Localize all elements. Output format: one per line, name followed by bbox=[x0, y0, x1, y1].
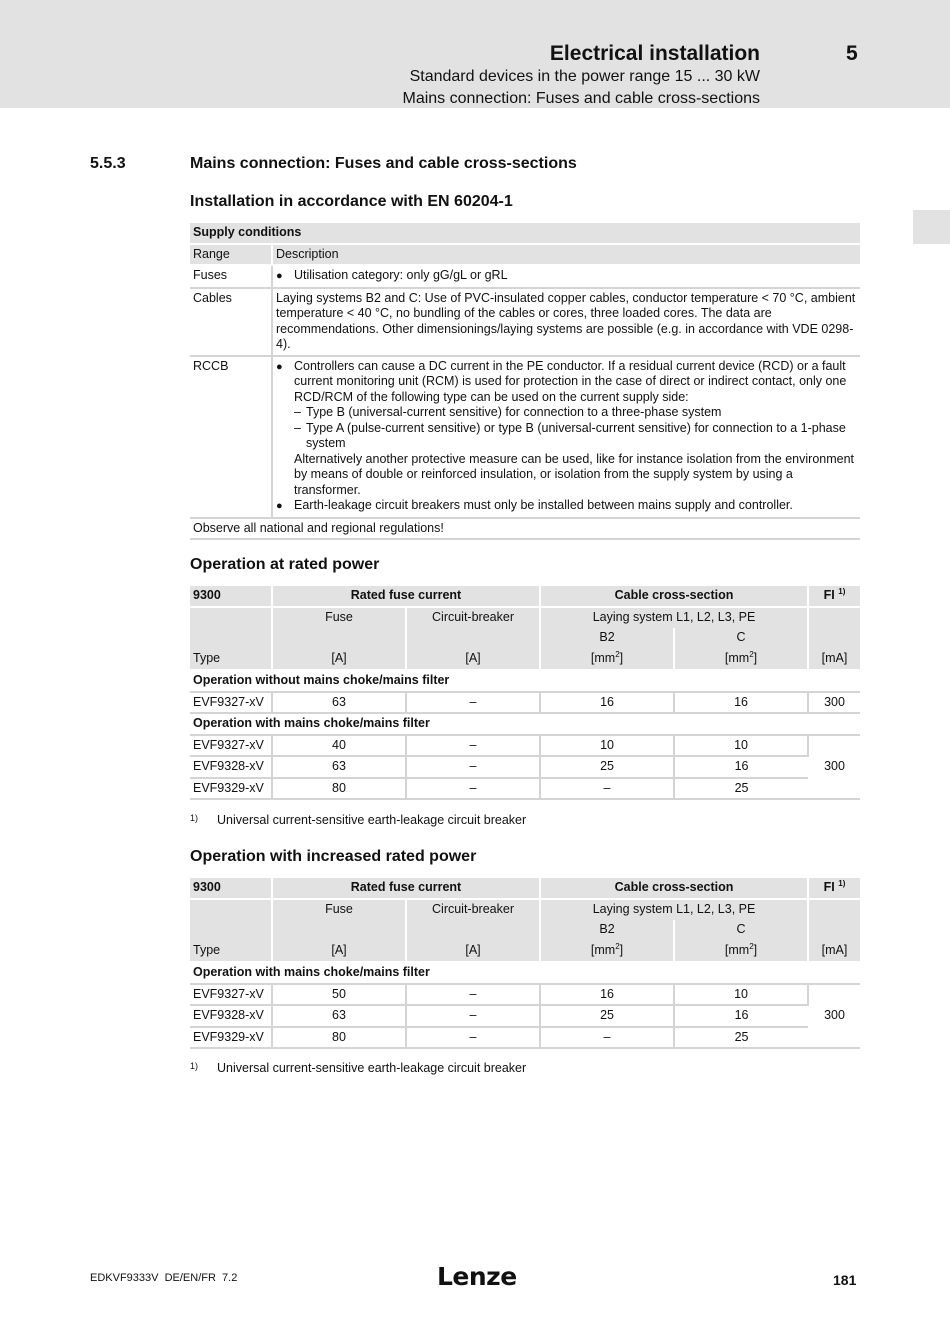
unit-mm2: $[mm^2]$ bbox=[540, 649, 674, 670]
cell-type: EVF9329-xV bbox=[190, 1027, 272, 1049]
cell-c: 16 bbox=[674, 1005, 808, 1027]
rccb-bullet-2: Earth-leakage circuit breakers must only be installed between mains supply and controller. bbox=[294, 498, 793, 512]
header-subtitle-2: Mains connection: Fuses and cable cross-sections bbox=[402, 90, 760, 107]
cell-fi: 300 bbox=[808, 735, 860, 800]
cell-type: EVF9327-xV bbox=[190, 984, 272, 1006]
cell-fuse: 63 bbox=[272, 1005, 406, 1027]
col-fuse: Fuse bbox=[272, 899, 406, 920]
header-title: Electrical installation bbox=[549, 42, 760, 65]
cell-c: 16 bbox=[674, 756, 808, 778]
unit-a: [A] bbox=[406, 941, 540, 962]
col-type: Type bbox=[190, 941, 272, 962]
header-subtitle-1: Standard devices in the power range 15 ... 30 kW bbox=[409, 68, 760, 85]
col-b2: B2 bbox=[540, 920, 674, 941]
cell-cb: – bbox=[406, 692, 540, 714]
document-code: EDKVF9333V DE/EN/FR 7.2 bbox=[90, 1272, 238, 1284]
table-row bbox=[190, 756, 860, 778]
chapter-number: 5 bbox=[846, 42, 858, 65]
cell-type: EVF9327-xV bbox=[190, 692, 272, 714]
col-rated-fuse: Rated fuse current bbox=[272, 586, 540, 607]
rccb-bullet-1: Controllers can cause a DC current in the PE conductor. If a residual current device (RCD) or a fault current monitoring unit (RCM) is used for protection in the case of direct or indirect contact, only one RCD/RCM of the following type can be used on the current supply side: bbox=[294, 358, 847, 404]
table-row bbox=[190, 735, 860, 757]
cell-type: EVF9327-xV bbox=[190, 735, 272, 757]
unit-mm2: $[mm^2]$ bbox=[674, 941, 808, 962]
cell-c: 16 bbox=[674, 692, 808, 714]
cell-type: EVF9328-xV bbox=[190, 1005, 272, 1027]
cell-fuse: 50 bbox=[272, 984, 406, 1006]
cell-fuse: 63 bbox=[272, 756, 406, 778]
fuses-label: Fuses bbox=[190, 265, 272, 288]
unit-ma: [mA] bbox=[808, 649, 860, 670]
unit-ma: [mA] bbox=[808, 941, 860, 962]
cell-cb: – bbox=[406, 735, 540, 757]
col-range: Range bbox=[190, 244, 272, 266]
cell-c: 10 bbox=[674, 984, 808, 1006]
col-c: C bbox=[674, 920, 808, 941]
section-number: 5.5.3 bbox=[90, 155, 126, 172]
table-row bbox=[190, 1027, 860, 1049]
cell-b2: 25 bbox=[540, 1005, 674, 1027]
col-cable-cross-section: Cable cross-section bbox=[540, 586, 808, 607]
cables-text: Laying systems B2 and C: Use of PVC-insulated copper cables, conductor temperature < 70 °C, ambient temperature < 40 °C, no bundling of the cables or cores, three loaded cores. The data are recommendations. Other dimensionings/laying systems are possible (e.g. in accordance with VDE 0298-4). bbox=[272, 288, 860, 356]
cell-cb: – bbox=[406, 984, 540, 1006]
cell-b2: 10 bbox=[540, 735, 674, 757]
cell-cb: – bbox=[406, 778, 540, 800]
cell-fi: 300 bbox=[808, 984, 860, 1049]
cell-b2: 25 bbox=[540, 756, 674, 778]
cell-fi: 300 bbox=[808, 692, 860, 714]
cell-fuse: 80 bbox=[272, 1027, 406, 1049]
footnote: 1) Universal current-sensitive earth-leakage circuit breaker bbox=[190, 813, 527, 827]
footnote-text: Universal current-sensitive earth-leakage circuit breaker bbox=[217, 813, 527, 827]
group-with-choke: Operation with mains choke/mains filter bbox=[190, 962, 860, 984]
bullet-icon: ● bbox=[276, 270, 283, 282]
unit-mm2: $[mm^2]$ bbox=[674, 649, 808, 670]
unit-a: [A] bbox=[272, 649, 406, 670]
rccb-desc: ● Controllers can cause a DC current in the PE conductor. If a residual current device (RCD) or a fault current monitoring unit (RCM) is used for protection in the case of direct or indirect contact, only one RCD/RCM of the following type can be used on the current supply side: – Type B (universal-current sensitive) for connection to a three-phase system – Type A (pulse-current sensitive) or type B (universal-current sensitive) for connection to a 1-phase system Alternatively another protective measure can be used, like for instance isolation from the environment by means of double or reinforced insulation, or isolation from the supply system by using a transformer. ● Earth-leakage circuit breakers must only be installed between mains supply and controller. bbox=[272, 356, 860, 518]
cell-c: 10 bbox=[674, 735, 808, 757]
cell-cb: – bbox=[406, 1027, 540, 1049]
lenze-logo: Lenze bbox=[437, 1262, 517, 1291]
cell-type: EVF9329-xV bbox=[190, 778, 272, 800]
col-laying-system: Laying system L1, L2, L3, PE bbox=[540, 899, 808, 920]
cell-cb: – bbox=[406, 1005, 540, 1027]
col-fi: FI $^{1)}$ bbox=[808, 878, 860, 899]
table-row bbox=[190, 984, 860, 1006]
cables-label: Cables bbox=[190, 288, 272, 356]
col-cable-cross-section: Cable cross-section bbox=[540, 878, 808, 899]
bullet-icon: ● bbox=[276, 360, 283, 373]
section-title: Mains connection: Fuses and cable cross-sections bbox=[190, 155, 577, 172]
unit-a: [A] bbox=[272, 941, 406, 962]
col-b2: B2 bbox=[540, 628, 674, 649]
cell-c: 25 bbox=[674, 1027, 808, 1049]
col-fuse: Fuse bbox=[272, 607, 406, 628]
rated-power-table bbox=[190, 586, 860, 800]
cell-cb: – bbox=[406, 756, 540, 778]
cell-type: EVF9328-xV bbox=[190, 756, 272, 778]
group-without-choke: Operation without mains choke/mains filter bbox=[190, 670, 860, 692]
install-heading: Installation in accordance with EN 60204-1 bbox=[190, 193, 513, 210]
cell-fuse: 80 bbox=[272, 778, 406, 800]
cell-fuse: 40 bbox=[272, 735, 406, 757]
cell-fuse: 63 bbox=[272, 692, 406, 714]
col-fi: FI $^{1)}$ bbox=[808, 586, 860, 607]
rccb-alternative: Alternatively another protective measure can be used, like for instance isolation from the environment by means of double or reinforced insulation, or isolation from the supply system by using a transformer. bbox=[294, 451, 855, 497]
cell-b2: – bbox=[540, 778, 674, 800]
cell-b2: 16 bbox=[540, 692, 674, 714]
table-row bbox=[190, 778, 860, 800]
chapter-tab-marker bbox=[913, 210, 950, 244]
rccb-label: RCCB bbox=[190, 356, 272, 518]
col-9300: 9300 bbox=[190, 586, 272, 607]
supply-conditions-table bbox=[190, 223, 860, 540]
observe-note: Observe all national and regional regulations! bbox=[190, 518, 860, 540]
cell-b2: 16 bbox=[540, 984, 674, 1006]
unit-mm2: $[mm^2]$ bbox=[540, 941, 674, 962]
cell-c: 25 bbox=[674, 778, 808, 800]
page-header bbox=[0, 0, 950, 108]
col-description: Description bbox=[272, 244, 860, 266]
col-laying-system: Laying system L1, L2, L3, PE bbox=[540, 607, 808, 628]
fuses-text: Utilisation category: only gG/gL or gRL bbox=[294, 268, 508, 282]
col-9300: 9300 bbox=[190, 878, 272, 899]
rated-heading: Operation at rated power bbox=[190, 556, 380, 573]
footnote-text: Universal current-sensitive earth-leakage circuit breaker bbox=[217, 1061, 527, 1075]
col-rated-fuse: Rated fuse current bbox=[272, 878, 540, 899]
unit-a: [A] bbox=[406, 649, 540, 670]
rccb-dash-2: Type A (pulse-current sensitive) or type B (universal-current sensitive) for connection to a 1-phase system bbox=[306, 420, 846, 450]
table-row bbox=[190, 692, 860, 714]
col-circuit-breaker: Circuit-breaker bbox=[406, 607, 540, 628]
cell-b2: – bbox=[540, 1027, 674, 1049]
table-row bbox=[190, 1005, 860, 1027]
increased-heading: Operation with increased rated power bbox=[190, 848, 477, 865]
footnote: 1) Universal current-sensitive earth-leakage circuit breaker bbox=[190, 1061, 527, 1075]
supply-heading: Supply conditions bbox=[190, 223, 860, 244]
rccb-dash-1: Type B (universal-current sensitive) for connection to a three-phase system bbox=[306, 405, 722, 419]
group-with-choke: Operation with mains choke/mains filter bbox=[190, 713, 860, 735]
bullet-icon: ● bbox=[276, 500, 283, 512]
col-circuit-breaker: Circuit-breaker bbox=[406, 899, 540, 920]
fuses-desc bbox=[272, 265, 860, 288]
col-type: Type bbox=[190, 649, 272, 670]
col-c: C bbox=[674, 628, 808, 649]
page-number: 181 bbox=[833, 1272, 857, 1288]
increased-power-table bbox=[190, 878, 860, 1049]
